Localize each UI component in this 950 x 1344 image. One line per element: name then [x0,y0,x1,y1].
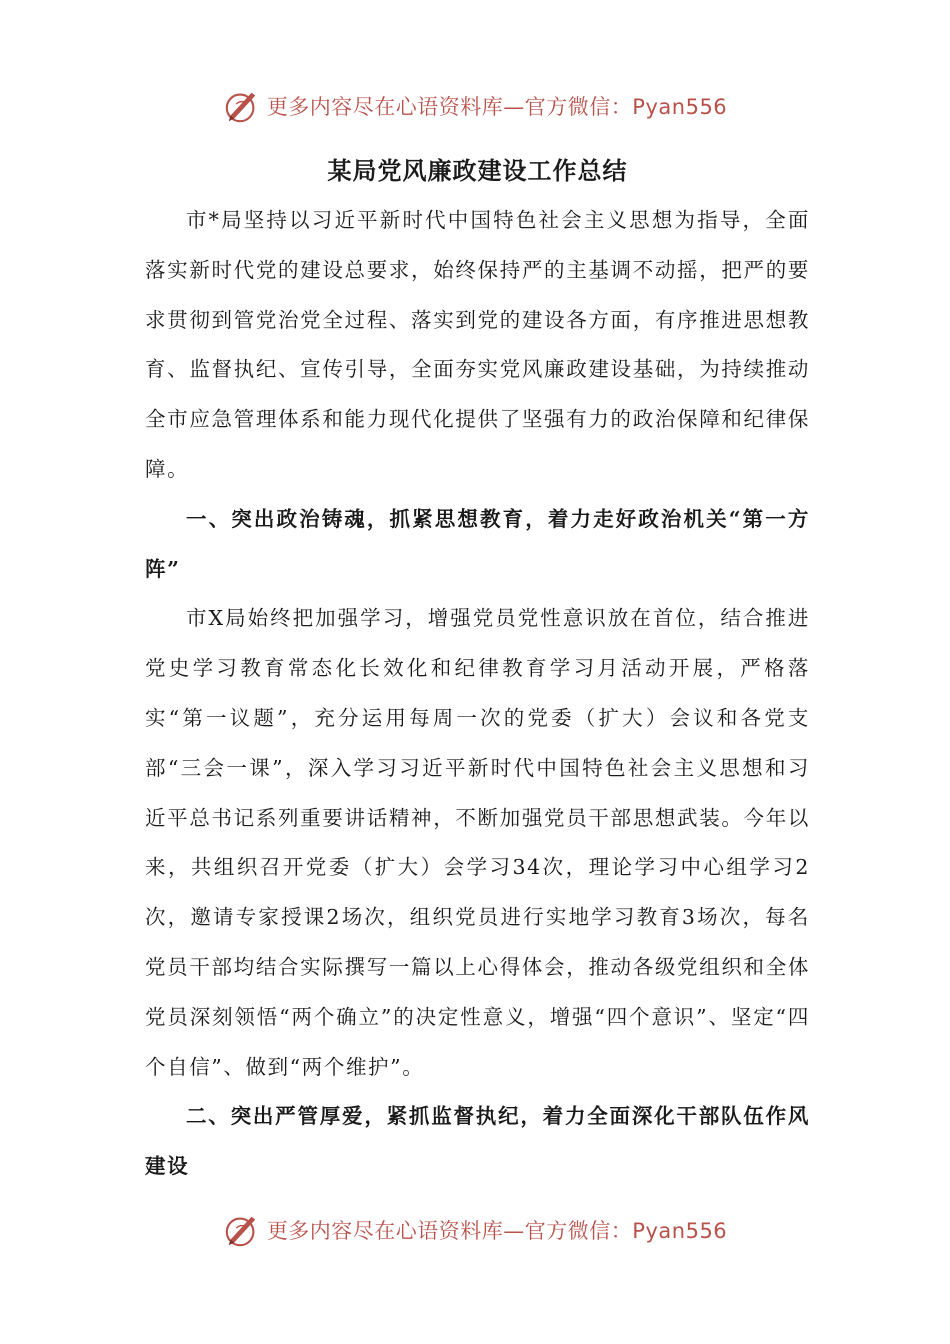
pen-logo-icon [223,87,261,125]
watermark-footer [0,1208,950,1252]
intro-paragraph: 市*局坚持以习近平新时代中国特色社会主义思想为指导，全面落实新时代党的建设总要求，始终保持严的主基调不动摇，把严的要求贯彻到管党治党全过程、落实到党的建设各方面，有序推进思想教育、监督执纪、宣传引导，全面夯实党风廉政建设基础，为持续推动全市应急管理体系和能力现代化提供了坚强有力的政治保障和纪律保障。 [145,208,810,481]
section-2-heading: 二、突出严管厚爱，紧抓监督执纪，着力全面深化干部队伍作风建设 [145,1104,810,1179]
watermark-text: 更多内容尽在心语资料库—官方微信：Pyan556 [266,95,728,119]
pen-logo-icon [223,1211,261,1249]
section-1-heading: 一、突出政治铸魂，抓紧思想教育，着力走好政治机关“第一方阵” [145,506,810,581]
document-title: 某局党风廉政建设工作总结 [327,156,628,185]
watermark-text: 更多内容尽在心语资料库—官方微信：Pyan556 [266,1219,728,1243]
document-body [145,146,810,1192]
section-1-paragraph: 市X局始终把加强学习，增强党员党性意识放在首位，结合推进党史学习教育常态化长效化和纪律教育学习月活动开展，严格落实“第一议题”，充分运用每周一次的党委（扩大）会议和各党支部“三会一课”，深入学习习近平新时代中国特色社会主义思想和习近平总书记系列重要讲话精神，不断加强党员干部思想武装。今年以来，共组织召开党委（扩大）会学习34次，理论学习中心组学习2次，邀请专家授课2场次，组织党员进行实地学习教育3场次，每名党员干部均结合实际撰写一篇以上心得体会，推动各级党组织和全体党员深刻领悟“两个确立”的决定性意义，增强“四个意识”、坚定“四个自信”、做到“两个维护”。 [145,606,810,1079]
watermark-header [0,84,950,128]
